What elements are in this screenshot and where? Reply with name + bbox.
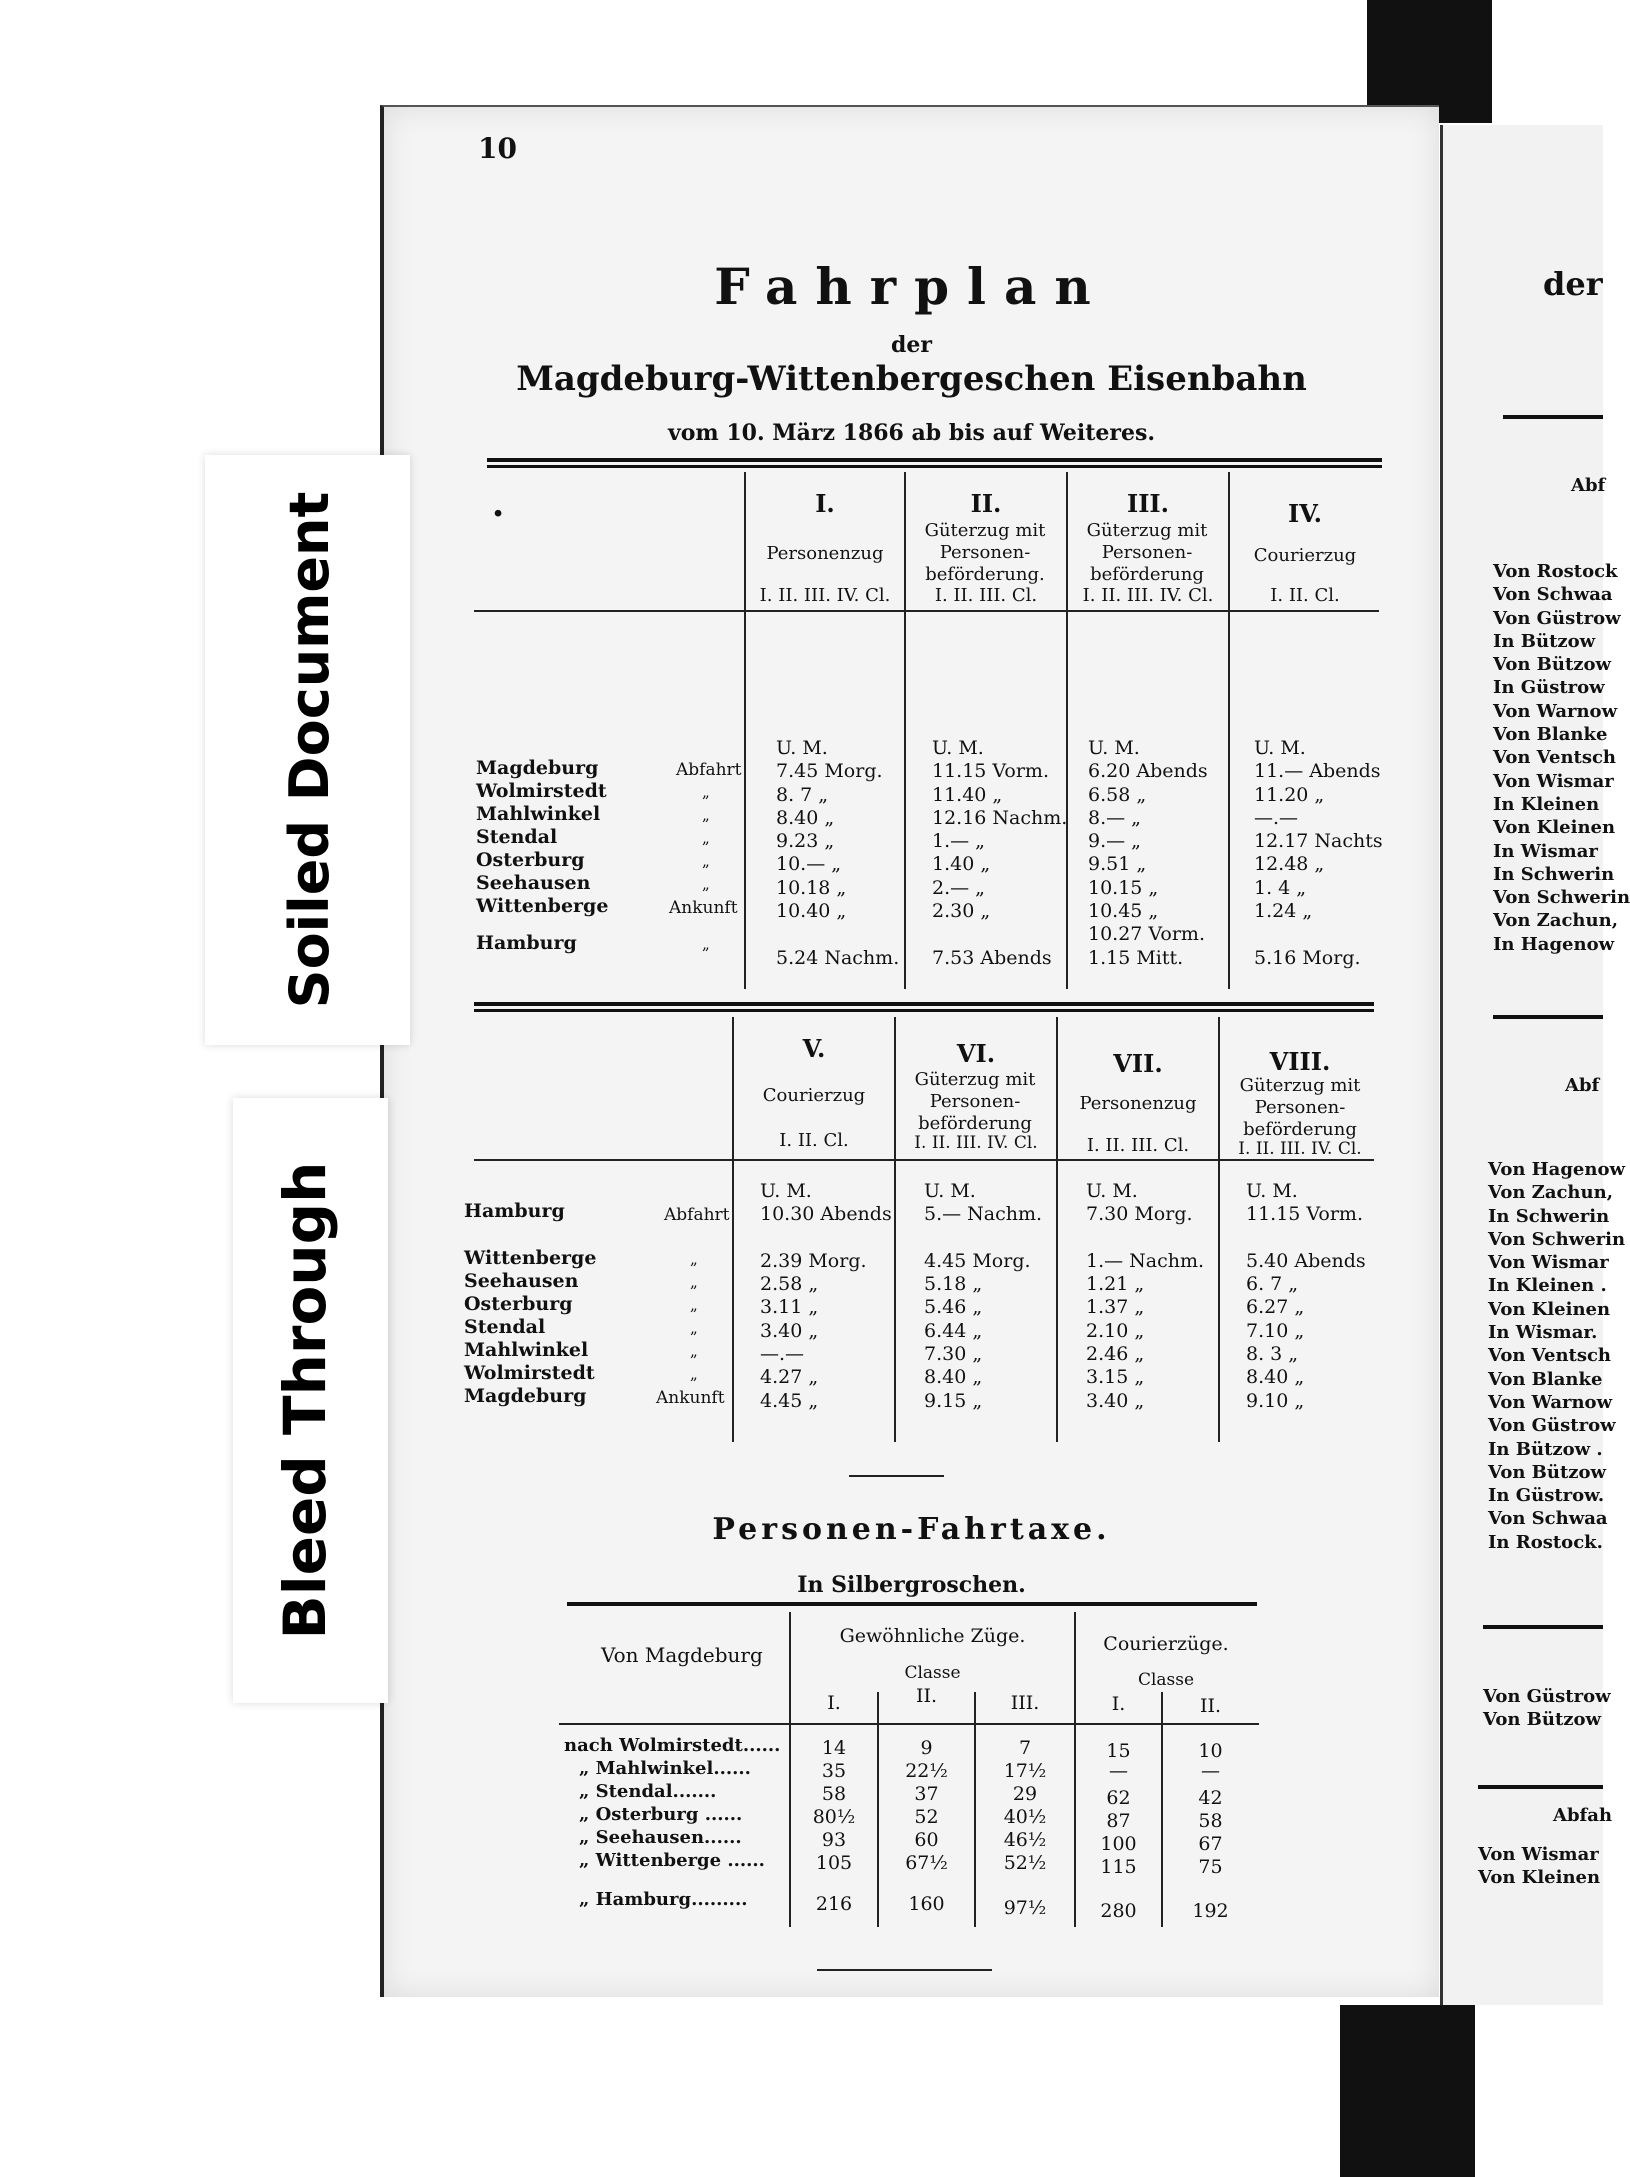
adjacent-abf: Abfah xyxy=(1553,1805,1613,1826)
mark: „ xyxy=(702,935,710,953)
title-der: der xyxy=(891,332,932,358)
times-train-V: U. M. 10.30 Abends 2.39 Morg. 2.58 „ 3.11 „ 3.40 „ —.— 4.27 „ 4.45 „ xyxy=(760,1180,892,1412)
mark-ankunft: Ankunft xyxy=(656,1388,725,1408)
fares-courier-trains: Courierzüge. xyxy=(1103,1633,1229,1655)
bleed-through-label: Bleed Through xyxy=(233,1098,388,1703)
station-hamburg: Hamburg xyxy=(464,1200,565,1222)
station-magdeburg: Magdeburg xyxy=(464,1385,587,1407)
times-train-VI: U. M. 5.— Nachm. 4.45 Morg. 5.18 „ 5.46 „ 6.44 „ 7.30 „ 8.40 „ 9.15 „ xyxy=(924,1180,1043,1412)
mark: „ xyxy=(690,1319,698,1337)
adjacent-stations-3: Von Güstrow Von Bützow xyxy=(1483,1686,1611,1731)
document-page: 10 Fahrplan der Magdeburg-Wittenbergeschen Eisenbahn vom 10. März 1866 ab bis auf Weiteres. • I. Personenzug I. II. III. IV. Cl. II. Güterzug mit Personen-beförderung. I. II. III. Cl. III. Güterzug mit Personen-beförderung I. II. III. IV. Cl. IV. Courierzug I. II. Cl. Magdeburg Wolmirstedt Mahlwinkel Stendal Osterburg Seehausen Wittenberge Hamburg Abfahrt „ „ „ „ „ Ankunft „ U. M. 7.45 Morg. 8. 7 „ 8.40 „ 9.23 „ 10.— „ 10.18 „ 10.40 „ 5.24 Nachm. U. M. 11.15 Vorm. 11.40 „ 12.16 Nachm. 1.— „ 1.40 „ 2.— „ 2.30 „ 7.53 Abends U. M. 6.20 Abends 6.58 „ 8.— „ 9.— „ 9.51 „ 10.15 „ 10.45 „ 10.27 Vorm. 1.15 Mitt. U. M. 11.— Abends 11.20 „ —.— 12.17 Nachts 12.48 „ 1. 4 „ 1.24 „ 5.16 Morg. V. Courierzug I. II. Cl. VI. Güterzug mit Personen-beförderung I. II. III. IV. Cl. VII. Personenzug I. II. III. Cl. VIII. Güterzug mit Personen-beförderung I. II. III. IV. Cl. Hamburg Wittenberge Seehausen Osterburg Stendal Mahlwinkel Wolmirstedt Magdeburg Abfahrt „ „ „ „ „ „ Ankunft U. M. 10.30 Abends 2.39 Morg. 2.58 „ 3.11 „ 3.40 „ —.— 4.27 „ 4.45 „ U. M. 5.— Nachm. 4.45 Morg. 5.18 „ 5.46 „ 6.44 „ 7.30 „ 8.40 „ 9.15 „ U. M. 7.30 Morg. 1.— Nachm. 1.21 „ 1.37 „ 2.10 „ 2.46 „ 3.15 „ 3.40 „ U. M. 11.15 Vorm. 5.40 Abends 6. 7 „ 6.27 „ 7.10 „ 8. 3 „ 8.40 „ 9.10 „ Personen-Fahrtaxe. In Silbergroschen. Von Magdeburg Gewöhnliche Züge. Courierzüge. Classe Classe I. II. III. I. II. nach Wolmirstedt...... „ Mahlwinkel...... „ Stendal....... „ Osterburg ...... „ Seehausen...... „ Wittenberge ...... „ Hamburg......... 14 9 7 15 10 35 22½ 17½ — — 58 37 29 62 42 80½ 52 40½ 87 58 93 60 46½ 100 67 105 67½ 52½ 115 75 216 160 97½ 280 192 xyxy=(380,105,1439,1997)
times-train-IV: U. M. 11.— Abends 11.20 „ —.— 12.17 Nachts 12.48 „ 1. 4 „ 1.24 „ 5.16 Morg. xyxy=(1254,737,1383,969)
mark: „ xyxy=(690,1273,698,1291)
page-number: 10 xyxy=(478,132,517,165)
fares-from: Von Magdeburg xyxy=(601,1643,763,1667)
binding-bar-bottom xyxy=(1340,2005,1475,2177)
page-title: Fahrplan xyxy=(714,257,1109,316)
times-train-II: U. M. 11.15 Vorm. 11.40 „ 12.16 Nachm. 1.— „ 1.40 „ 2.— „ 2.30 „ 7.53 Abends xyxy=(932,737,1068,969)
soiled-document-label: Soiled Document xyxy=(205,455,410,1045)
station-mahlwinkel: Mahlwinkel xyxy=(476,803,601,825)
section-divider xyxy=(849,1475,944,1477)
fares-ordinary-trains: Gewöhnliche Züge. xyxy=(839,1625,1026,1647)
validity-date: vom 10. März 1866 ab bis auf Weiteres. xyxy=(667,420,1156,446)
fares-subtitle: In Silbergroschen. xyxy=(797,1572,1026,1598)
mark: „ xyxy=(702,829,710,847)
times-train-I: U. M. 7.45 Morg. 8. 7 „ 8.40 „ 9.23 „ 10.— „ 10.18 „ 10.40 „ 5.24 Nachm. xyxy=(776,737,900,969)
station-wolmirstedt: Wolmirstedt xyxy=(464,1362,595,1384)
mark: „ xyxy=(702,875,710,893)
times-train-VII: U. M. 7.30 Morg. 1.— Nachm. 1.21 „ 1.37 „ 2.10 „ 2.46 „ 3.15 „ 3.40 „ xyxy=(1086,1180,1205,1412)
adjacent-page xyxy=(1440,125,1630,2005)
fares-classe-2: Classe xyxy=(1137,1670,1195,1690)
mark: „ xyxy=(690,1365,698,1383)
station-seehausen: Seehausen xyxy=(464,1270,579,1292)
station-osterburg: Osterburg xyxy=(476,849,585,871)
end-divider xyxy=(817,1969,992,1971)
fare-destination: „ Mahlwinkel...... xyxy=(579,1758,751,1779)
adjacent-abf: Abf xyxy=(1565,1075,1600,1096)
bullet: • xyxy=(492,503,505,525)
class-header: I. xyxy=(827,1692,841,1714)
class-header: II. xyxy=(915,1685,938,1707)
station-hamburg: Hamburg xyxy=(476,932,577,954)
fare-destination: „ Osterburg ...... xyxy=(579,1804,743,1825)
mark-abfahrt: Abfahrt xyxy=(664,1205,730,1225)
mark: „ xyxy=(690,1250,698,1268)
adjacent-stations-2: Von Hagenow Von Zachun, In Schwerin Von Schwerin Von Wismar In Kleinen . Von Kleinen In Wismar. Von Ventsch Von Blanke Von Warnow Von Güstrow In Bützow . Von Bützow In Güstrow. Von Schwaa In Rostock. xyxy=(1488,1159,1626,1553)
station-stendal: Stendal xyxy=(464,1316,546,1338)
station-wolmirstedt: Wolmirstedt xyxy=(476,780,607,802)
fare-destination: nach Wolmirstedt...... xyxy=(564,1735,781,1756)
times-train-VIII: U. M. 11.15 Vorm. 5.40 Abends 6. 7 „ 6.27 „ 7.10 „ 8. 3 „ 8.40 „ 9.10 „ xyxy=(1246,1180,1366,1412)
station-mahlwinkel: Mahlwinkel xyxy=(464,1339,589,1361)
station-seehausen: Seehausen xyxy=(476,872,591,894)
adjacent-stations-1: Von Rostock Von Schwaa Von Güstrow In Bützow Von Bützow In Güstrow Von Warnow Von Blanke Von Ventsch Von Wismar In Kleinen Von Kleinen In Wismar In Schwerin Von Schwerin Von Zachun, In Hagenow xyxy=(1493,561,1630,955)
adjacent-abf: Abf xyxy=(1571,475,1606,496)
mark-ankunft: Ankunft xyxy=(669,898,738,918)
class-header: I. xyxy=(1111,1693,1126,1715)
mark-abfahrt: Abfahrt xyxy=(676,760,742,780)
fare-destination: „ Wittenberge ...... xyxy=(579,1850,765,1871)
times-train-III: U. M. 6.20 Abends 6.58 „ 8.— „ 9.— „ 9.51 „ 10.15 „ 10.45 „ 10.27 Vorm. 1.15 Mitt. xyxy=(1088,737,1208,969)
station-osterburg: Osterburg xyxy=(464,1293,573,1315)
class-header: II. xyxy=(1199,1695,1222,1717)
fare-destination: „ Stendal....... xyxy=(579,1781,717,1802)
station-magdeburg: Magdeburg xyxy=(476,757,599,779)
adjacent-stations-4: Von Wismar Von Kleinen xyxy=(1478,1844,1601,1889)
station-wittenberge: Wittenberge xyxy=(476,895,609,917)
fare-destination: „ Seehausen...... xyxy=(579,1827,742,1848)
fares-title: Personen-Fahrtaxe. xyxy=(712,1512,1111,1547)
mark: „ xyxy=(702,783,710,801)
mark: „ xyxy=(702,806,710,824)
class-header: III. xyxy=(1010,1692,1040,1714)
station-wittenberge: Wittenberge xyxy=(464,1247,597,1269)
fare-destination: „ Hamburg......... xyxy=(579,1889,748,1910)
mark: „ xyxy=(690,1342,698,1360)
adjacent-title: der xyxy=(1543,265,1603,303)
mark: „ xyxy=(690,1296,698,1314)
station-stendal: Stendal xyxy=(476,826,558,848)
fares-classe-1: Classe xyxy=(904,1663,961,1683)
railway-name: Magdeburg-Wittenbergeschen Eisenbahn xyxy=(516,359,1307,399)
mark: „ xyxy=(702,852,710,870)
